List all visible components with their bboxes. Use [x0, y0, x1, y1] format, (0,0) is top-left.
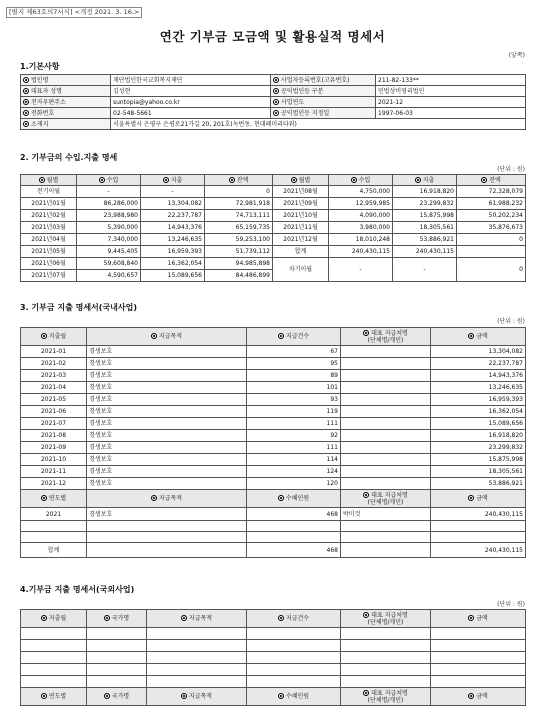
count-cell: 92 [330, 432, 338, 439]
amount-cell: 74,713,111 [235, 212, 270, 219]
amount-cell: 18,010,248 [355, 236, 390, 243]
domestic-expense-table [20, 327, 526, 558]
expense-row [21, 466, 526, 478]
amount-cell: 35,876,673 [488, 224, 523, 231]
section3-heading: 3. 기부금 지출 명세서(국내사업) [20, 303, 138, 312]
column-header: 지출 [422, 176, 435, 184]
count-cell: 119 [326, 408, 338, 415]
purpose-cell: 경생보호 [89, 432, 113, 439]
month-cell: 2021년04월 [31, 236, 66, 243]
total-row [21, 543, 526, 558]
column-header: 금액 [476, 333, 488, 340]
column-header: 잔액 [489, 176, 501, 184]
header-row [21, 328, 526, 346]
empty-row [21, 676, 526, 688]
amount-cell: 53,886,921 [419, 236, 454, 243]
section2-heading: 2. 기부금의 수입.지출 명세 [20, 153, 118, 162]
amount-cell: 240,430,115 [351, 248, 390, 255]
month-cell: 2021년12월 [283, 236, 318, 243]
amount-cell: 240,430,115 [415, 248, 454, 255]
amount-cell: 22,237,787 [488, 360, 523, 367]
amount-cell: 18,305,561 [488, 468, 523, 475]
amount-cell: 13,304,082 [488, 348, 523, 355]
column-header: 지급목적 [188, 615, 213, 622]
amount-cell: 13,304,082 [167, 200, 202, 207]
field-value: suntopia@yahoo.co.kr [113, 98, 180, 106]
month-row [21, 234, 526, 246]
bullet-circle-icon [41, 333, 47, 339]
purpose-cell: 경생보호 [89, 510, 113, 518]
address-label: 소재지 [31, 120, 49, 128]
bullet-circle-icon [468, 693, 474, 699]
bullet-circle-icon [291, 177, 297, 183]
amount-cell: 72,981,918 [235, 200, 270, 207]
amount-cell: 16,362,054 [488, 408, 523, 415]
field-label: 사업연도 [281, 98, 305, 106]
field-value: 김성현 [113, 87, 131, 95]
count-cell: 114 [326, 456, 338, 463]
amount-cell: 12,959,985 [355, 200, 390, 207]
amount-cell: 84,486,899 [235, 272, 270, 279]
amount-cell: 4,590,657 [107, 272, 138, 279]
bullet-circle-icon [278, 615, 284, 621]
bullet-circle-icon [151, 333, 157, 339]
bullet-circle-icon [363, 690, 369, 696]
column-header: 국가명 [111, 693, 130, 700]
amount-cell: 65,159,735 [235, 224, 270, 231]
month-cell: 2021-02 [40, 360, 67, 367]
total-amount: 240,430,115 [484, 546, 523, 554]
amount-cell: 15,089,656 [488, 420, 523, 427]
payee-cell: 박미것 [343, 510, 361, 518]
column-header: 금액 [476, 615, 488, 622]
count-cell: 93 [330, 396, 338, 403]
amount-cell: 16,959,393 [488, 396, 523, 403]
column-header: 대표 지급처명 (단체명/개인) [367, 491, 408, 506]
column-header: 지급목적 [158, 495, 183, 502]
amount-cell: 15,089,656 [167, 272, 202, 279]
expense-row [21, 418, 526, 430]
basic-info-row [21, 108, 526, 119]
amount-cell: 18,305,561 [419, 224, 454, 231]
bullet-circle-icon [104, 693, 110, 699]
field-label: 공익법인등 구분 [281, 87, 324, 95]
field-value: 민법상비영리법인 [378, 87, 425, 95]
amount-cell: 23,988,980 [103, 212, 138, 219]
bullet-circle-icon [163, 177, 169, 183]
purpose-cell: 경생보호 [89, 444, 113, 451]
month-cell: 2021-07 [40, 420, 67, 427]
month-row [21, 246, 526, 258]
empty-row [21, 628, 526, 640]
expense-row [21, 406, 526, 418]
purpose-cell: 경생보호 [89, 384, 113, 391]
purpose-cell: 경생보호 [89, 396, 113, 403]
field-label: 전자우편주소 [31, 98, 66, 106]
month-cell: 2021-10 [40, 456, 67, 463]
amount-cell: 51,739,112 [235, 248, 270, 255]
bullet-circle-icon [273, 77, 279, 83]
bullet-circle-icon [278, 495, 284, 501]
bullet-circle-icon [363, 492, 369, 498]
amount-cell: 15,875,998 [419, 212, 454, 219]
amount-cell: 14,943,376 [488, 372, 523, 379]
header-row [21, 610, 526, 628]
page-note: (앞쪽) [508, 52, 525, 59]
field-label: 대표자 성명 [31, 87, 62, 95]
bullet-circle-icon [229, 177, 235, 183]
amount-cell: 16,959,393 [167, 248, 202, 255]
field-value: 2021-12 [378, 98, 404, 106]
month-cell: 2021-06 [40, 408, 67, 415]
month-cell: 2021년07월 [31, 272, 66, 279]
field-label: 법인명 [31, 76, 49, 84]
amount-cell: 16,918,820 [488, 432, 523, 439]
amount-cell: 13,246,635 [488, 384, 523, 391]
bullet-circle-icon [351, 177, 357, 183]
column-header: 대표 지급처명 (단체명/개인) [367, 329, 408, 344]
field-value: 211-82-133** [378, 76, 419, 84]
amount-cell: 0 [519, 266, 523, 273]
address-row [21, 119, 526, 130]
count-cell: 124 [326, 468, 338, 475]
column-header: 지출 [170, 176, 183, 184]
address-value: 서울특별시 은평구 은평로21가길 20, 201호(녹번동, 현대폐미리타워) [113, 120, 297, 128]
amount-cell: 4,090,000 [359, 212, 390, 219]
month-cell: 2021년06월 [31, 260, 66, 267]
bullet-circle-icon [278, 333, 284, 339]
column-header: 수입 [106, 176, 119, 184]
month-cell: 2021-09 [40, 444, 67, 451]
bullet-circle-icon [363, 612, 369, 618]
amount-cell: 61,988,232 [488, 200, 523, 207]
month-row [21, 198, 526, 210]
month-row [21, 210, 526, 222]
field-value: 1997-06-03 [378, 109, 413, 117]
amount-cell: 9,445,405 [107, 248, 138, 255]
field-value: 재단법인한국교회복지재단 [113, 76, 183, 84]
bullet-circle-icon [468, 333, 474, 339]
amount-cell: 0 [519, 236, 523, 243]
section4-heading: 4.기부금 지출 명세서(국외사업) [20, 585, 135, 594]
month-cell: 2021년05월 [31, 248, 66, 255]
bullet-circle-icon [181, 615, 187, 621]
amount-cell: 13,246,635 [167, 236, 202, 243]
bullet-circle-icon [468, 615, 474, 621]
basic-info-row [21, 86, 526, 97]
amount-cell: 23,299,832 [488, 444, 523, 451]
document-title: 연간 기부금 모금액 및 활용실적 명세서 [159, 29, 386, 44]
amount-cell: - [107, 188, 110, 195]
column-header: 지급목적 [188, 693, 213, 700]
empty-row [21, 664, 526, 676]
column-header: 국가명 [111, 615, 130, 622]
empty-row [21, 640, 526, 652]
bullet-circle-icon [41, 495, 47, 501]
form-number: [별지 제63호의7서식] <개정 2021. 3. 16.> [6, 7, 142, 18]
column-header: 지급목적 [158, 333, 183, 340]
amount-cell: 0 [266, 188, 270, 195]
basic-info-row [21, 75, 526, 86]
column-header: 지급건수 [285, 333, 310, 340]
purpose-cell: 경생보호 [89, 468, 113, 475]
amount-cell: 14,943,376 [167, 224, 202, 231]
month-cell: 2021-03 [40, 372, 67, 379]
bullet-circle-icon [104, 615, 110, 621]
column-header: 연도별 [48, 693, 67, 700]
count-cell: 120 [326, 480, 338, 487]
amount-cell: 22,237,787 [167, 212, 202, 219]
month-cell: 2021년02월 [31, 212, 66, 219]
amount-cell: 7,340,000 [107, 236, 138, 243]
month-cell: 2021년11월 [283, 224, 318, 231]
purpose-cell: 경생보호 [89, 348, 113, 355]
empty-row [21, 521, 526, 532]
column-header: 금액 [476, 495, 488, 502]
bullet-circle-icon [278, 693, 284, 699]
year-row [21, 508, 526, 521]
expense-row [21, 370, 526, 382]
bullet-circle-icon [273, 88, 279, 94]
column-header: 지급건수 [285, 615, 310, 622]
count-cell: 468 [326, 510, 338, 518]
carryover-label: 차기이월 [288, 266, 313, 273]
expense-row [21, 430, 526, 442]
column-header: 수혜인원 [285, 693, 310, 700]
field-value: 02-548-5661 [113, 109, 152, 117]
column-header: 연도별 [48, 495, 67, 502]
section4-unit: (단위 : 원) [497, 601, 525, 608]
month-cell: 2021-08 [40, 432, 67, 439]
amount-cell: 72,328,079 [488, 188, 523, 195]
expense-row [21, 394, 526, 406]
month-cell: 2021년01월 [31, 200, 66, 207]
amount-cell: 94,985,898 [235, 260, 270, 267]
income-expense-table [20, 174, 526, 282]
month-cell: 2021년03월 [31, 224, 66, 231]
overseas-expense-table [20, 609, 526, 706]
column-header: 수입 [358, 176, 371, 184]
bullet-circle-icon [23, 77, 29, 83]
column-header: 금액 [476, 693, 488, 700]
header-row [21, 490, 526, 508]
amount-cell: 3,980,000 [359, 224, 390, 231]
expense-row [21, 442, 526, 454]
section2-unit: (단위 : 원) [497, 166, 525, 173]
column-header: 지출월 [48, 615, 67, 622]
amount-cell: 59,608,840 [103, 260, 138, 267]
bullet-circle-icon [23, 110, 29, 116]
field-label: 전화번호 [31, 109, 55, 117]
bullet-circle-icon [481, 177, 487, 183]
month-cell: 2021년09월 [283, 200, 318, 207]
bullet-circle-icon [39, 177, 45, 183]
count-cell: 111 [326, 420, 338, 427]
bullet-circle-icon [23, 99, 29, 105]
purpose-cell: 경생보호 [89, 456, 113, 463]
amount-cell: 16,918,820 [419, 188, 454, 195]
column-header: 대표 지급처명 (단체명/개인) [367, 689, 408, 704]
bullet-circle-icon [273, 110, 279, 116]
amount-cell: 50,202,234 [488, 212, 523, 219]
basic-info-table [20, 74, 526, 130]
amount-cell: - [171, 188, 174, 195]
count-cell: 89 [330, 372, 338, 379]
amount-cell: - [359, 266, 362, 273]
column-header: 지출월 [48, 333, 67, 340]
field-label: 공익법인등 지정일 [281, 109, 330, 117]
bullet-circle-icon [41, 615, 47, 621]
amount-cell: 59,253,100 [235, 236, 270, 243]
month-cell: 2021-11 [40, 468, 67, 475]
amount-cell: 4,750,000 [359, 188, 390, 195]
purpose-cell: 경생보호 [89, 480, 113, 487]
column-header: 월별 [46, 176, 59, 184]
purpose-cell: 경생보호 [89, 408, 113, 415]
total-count: 468 [326, 546, 338, 554]
amount-cell: - [423, 266, 426, 273]
bullet-circle-icon [41, 693, 47, 699]
empty-row [21, 532, 526, 543]
section1-heading: 1.기본사항 [20, 62, 60, 71]
column-header: 잔액 [236, 176, 249, 184]
section3-unit: (단위 : 원) [497, 318, 525, 325]
expense-row [21, 382, 526, 394]
month-row [21, 222, 526, 234]
amount-cell: 16,362,054 [167, 260, 202, 267]
year-cell: 2021 [45, 510, 62, 518]
basic-info-row [21, 97, 526, 108]
purpose-cell: 경생보호 [89, 372, 113, 379]
month-cell: 2021-05 [40, 396, 67, 403]
amount-cell: 5,390,000 [107, 224, 138, 231]
expense-row [21, 454, 526, 466]
amount-cell: 15,875,998 [488, 456, 523, 463]
count-cell: 67 [330, 348, 338, 355]
month-row [21, 186, 526, 198]
header-row [21, 688, 526, 706]
amount-cell: 53,886,921 [488, 480, 523, 487]
column-header: 수혜인원 [285, 495, 310, 502]
month-cell: 2021년08월 [283, 188, 318, 195]
expense-row [21, 358, 526, 370]
month-cell: 2021-04 [40, 384, 67, 391]
month-cell: 전기이월 [36, 188, 61, 195]
column-header: 대표 지급처명 (단체명/개인) [367, 611, 408, 626]
total-label: 합계 [47, 546, 60, 554]
month-cell: 2021-01 [40, 348, 67, 355]
header-row [21, 175, 526, 186]
field-label: 사업자등록번호(고유번호) [281, 76, 350, 84]
month-cell: 2021-12 [40, 480, 67, 487]
amount-cell: 23,299,832 [419, 200, 454, 207]
bullet-circle-icon [23, 121, 29, 127]
month-row [21, 258, 526, 270]
amount-cell: 86,286,000 [103, 200, 138, 207]
total-label: 합계 [294, 248, 307, 255]
bullet-circle-icon [23, 88, 29, 94]
purpose-cell: 경생보호 [89, 420, 113, 427]
amount-cell: 240,430,115 [484, 510, 523, 518]
bullet-circle-icon [468, 495, 474, 501]
bullet-circle-icon [181, 693, 187, 699]
purpose-cell: 경생보호 [89, 360, 113, 367]
bullet-circle-icon [273, 99, 279, 105]
empty-row [21, 652, 526, 664]
expense-row [21, 346, 526, 358]
bullet-circle-icon [151, 495, 157, 501]
bullet-circle-icon [415, 177, 421, 183]
bullet-circle-icon [99, 177, 105, 183]
count-cell: 111 [326, 444, 338, 451]
count-cell: 101 [326, 384, 338, 391]
column-header: 월별 [298, 176, 311, 184]
count-cell: 95 [330, 360, 338, 367]
month-cell: 2021년10월 [283, 212, 318, 219]
expense-row [21, 478, 526, 490]
bullet-circle-icon [363, 330, 369, 336]
